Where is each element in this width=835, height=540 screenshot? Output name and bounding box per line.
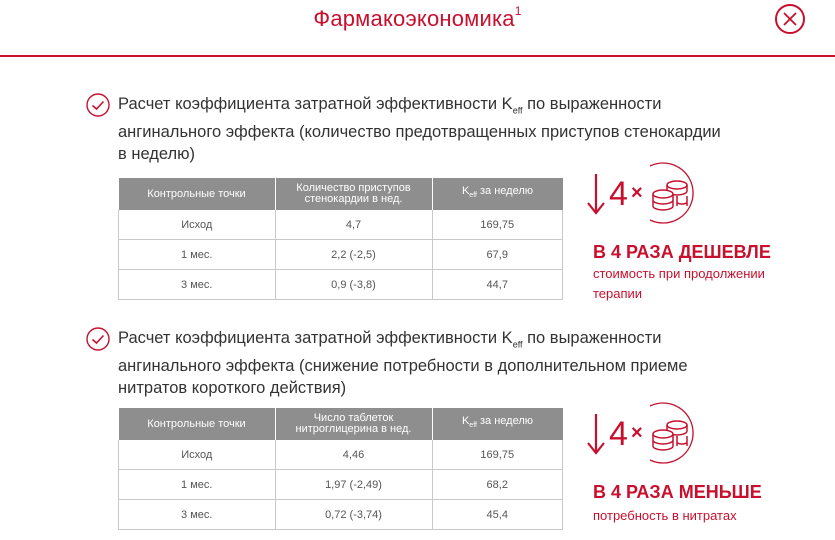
table-cell: 1 мес.	[119, 470, 276, 500]
table-row	[119, 210, 563, 240]
section-1-text: Расчет коэффициента затратной эффективности $K_{eff}$ по выраженности ангинального эффекта (количество предотвращенных приступов стенокардии в неделю)	[118, 95, 721, 164]
col-header-keff: $K_{eff}$ за неделю	[432, 408, 563, 440]
col-header-checkpoints: Контрольные точки	[119, 408, 276, 440]
table-cell: 67,9	[432, 240, 563, 270]
promo-times: ×	[631, 182, 643, 204]
check-circle-icon	[86, 327, 110, 351]
section-2-text: Расчет коэффициента затратной эффективности $K_{eff}$ по выраженности ангинального эффекта (снижение потребности в дополнительном приеме нитратов короткого действия)	[118, 329, 688, 398]
table-cell: 1,97 (-2,49)	[275, 470, 432, 500]
table-cell: 45,4	[432, 500, 563, 530]
close-icon	[783, 12, 797, 26]
col-header-count: Число таблеток нитроглицерина в нед.	[275, 408, 432, 440]
table-row	[119, 500, 563, 530]
table-cell: 44,7	[432, 270, 563, 300]
section-1-table	[118, 178, 563, 300]
table-row	[119, 470, 563, 500]
table-cell: 0,72 (-3,74)	[275, 500, 432, 530]
close-button[interactable]	[775, 4, 805, 34]
table-cell: 0,9 (-3,8)	[275, 270, 432, 300]
promo-multiplier: 4	[609, 415, 628, 453]
coins-icon	[647, 174, 691, 214]
promo-subtext: стоимость при продолжении терапии	[593, 266, 765, 301]
table-cell: 4,46	[275, 440, 432, 470]
check-circle-icon	[86, 93, 110, 117]
table-cell: 3 мес.	[119, 500, 276, 530]
table-row	[119, 270, 563, 300]
col-header-keff: $K_{eff}$ за неделю	[432, 178, 563, 210]
table-cell: 3 мес.	[119, 270, 276, 300]
coins-icon	[647, 414, 691, 454]
promo-subtext: потребность в нитратах	[593, 508, 737, 523]
table-cell: 4,7	[275, 210, 432, 240]
promo-headline: В 4 РАЗА ДЕШЕВЛЕ	[593, 242, 771, 262]
table-row	[119, 440, 563, 470]
promo-times: ×	[631, 422, 643, 444]
page-title-text: Фармакоэкономика	[313, 6, 515, 31]
section-2-table	[118, 408, 563, 530]
table-header-row	[119, 178, 563, 210]
col-header-checkpoints: Контрольные точки	[119, 178, 276, 210]
promo-multiplier: 4	[609, 175, 628, 213]
table-cell: Исход	[119, 440, 276, 470]
table-cell: 169,75	[432, 210, 563, 240]
col-header-count: Количество приступов стенокардии в нед.	[275, 178, 432, 210]
arrow-down-icon	[585, 170, 607, 218]
promo-headline: В 4 РАЗА МЕНЬШЕ	[593, 482, 762, 502]
table-cell: 2,2 (-2,5)	[275, 240, 432, 270]
table-cell: 1 мес.	[119, 240, 276, 270]
arrow-down-icon	[585, 410, 607, 458]
table-cell: Исход	[119, 210, 276, 240]
title-footnote[interactable]: 1	[514, 4, 522, 18]
header-divider	[0, 55, 835, 57]
table-header-row	[119, 408, 563, 440]
table-cell: 68,2	[432, 470, 563, 500]
page-title	[0, 6, 835, 32]
table-row	[119, 240, 563, 270]
table-cell: 169,75	[432, 440, 563, 470]
